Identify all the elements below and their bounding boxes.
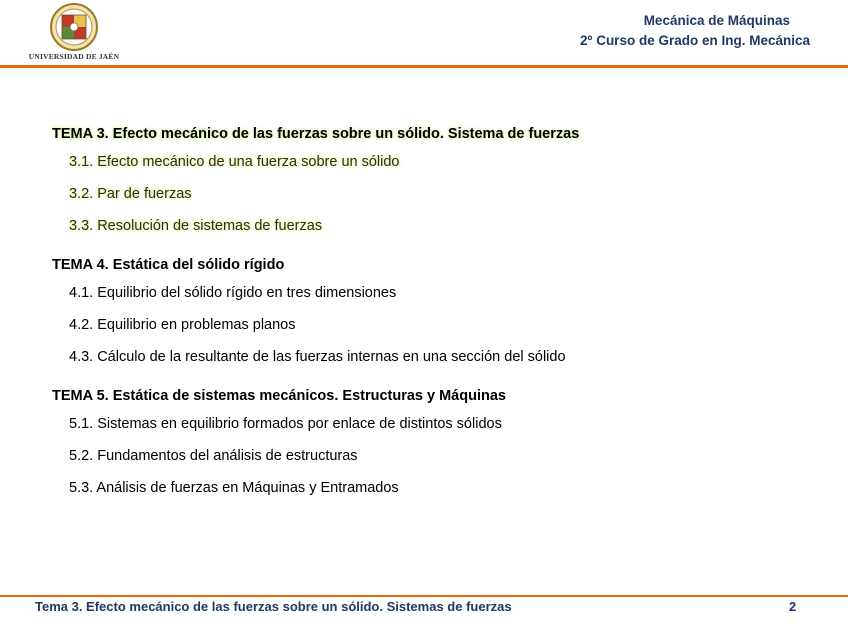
course-subtitle: 2º Curso de Grado en Ing. Mecánica (580, 33, 810, 48)
university-logo (26, 2, 122, 62)
header-divider (0, 65, 848, 68)
topic-subitem: 5.2. Fundamentos del análisis de estructuras (69, 448, 358, 464)
topic-tema-3 (52, 122, 832, 242)
university-seal-icon (48, 2, 100, 52)
topic-subitem: 5.1. Sistemas en equilibrio formados por enlace de distintos sólidos (69, 416, 502, 432)
logo-text: UNIVERSIDAD DE JAÉN (28, 52, 120, 61)
topic-title: TEMA 3. Efecto mecánico de las fuerzas sobre un sólido. Sistema de fuerzas (52, 126, 580, 142)
course-header (580, 11, 810, 51)
topic-tema-5 (52, 384, 832, 504)
footer-title: Tema 3. Efecto mecánico de las fuerzas sobre un sólido. Sistemas de fuerzas (35, 599, 512, 614)
topic-subitem: 3.2. Par de fuerzas (69, 186, 192, 202)
topic-subitem: 5.3. Análisis de fuerzas en Máquinas y Entramados (69, 480, 399, 496)
topic-subitem: 4.1. Equilibrio del sólido rígido en tres dimensiones (69, 285, 397, 301)
topic-subitem: 3.1. Efecto mecánico de una fuerza sobre un sólido (69, 154, 400, 170)
course-title: Mecánica de Máquinas (643, 13, 790, 28)
topic-title: TEMA 5. Estática de sistemas mecánicos. Estructuras y Máquinas (52, 388, 506, 404)
footer-divider (0, 595, 848, 597)
topic-subitem: 4.3. Cálculo de la resultante de las fuerzas internas en una sección del sólido (69, 349, 566, 365)
topic-subitem: 3.3. Resolución de sistemas de fuerzas (69, 218, 323, 234)
topic-tema-4 (52, 253, 832, 373)
topic-subitem: 4.2. Equilibrio en problemas planos (69, 317, 296, 333)
topic-list (52, 122, 832, 515)
topic-title: TEMA 4. Estática del sólido rígido (52, 257, 285, 273)
page-number: 2 (789, 599, 797, 614)
